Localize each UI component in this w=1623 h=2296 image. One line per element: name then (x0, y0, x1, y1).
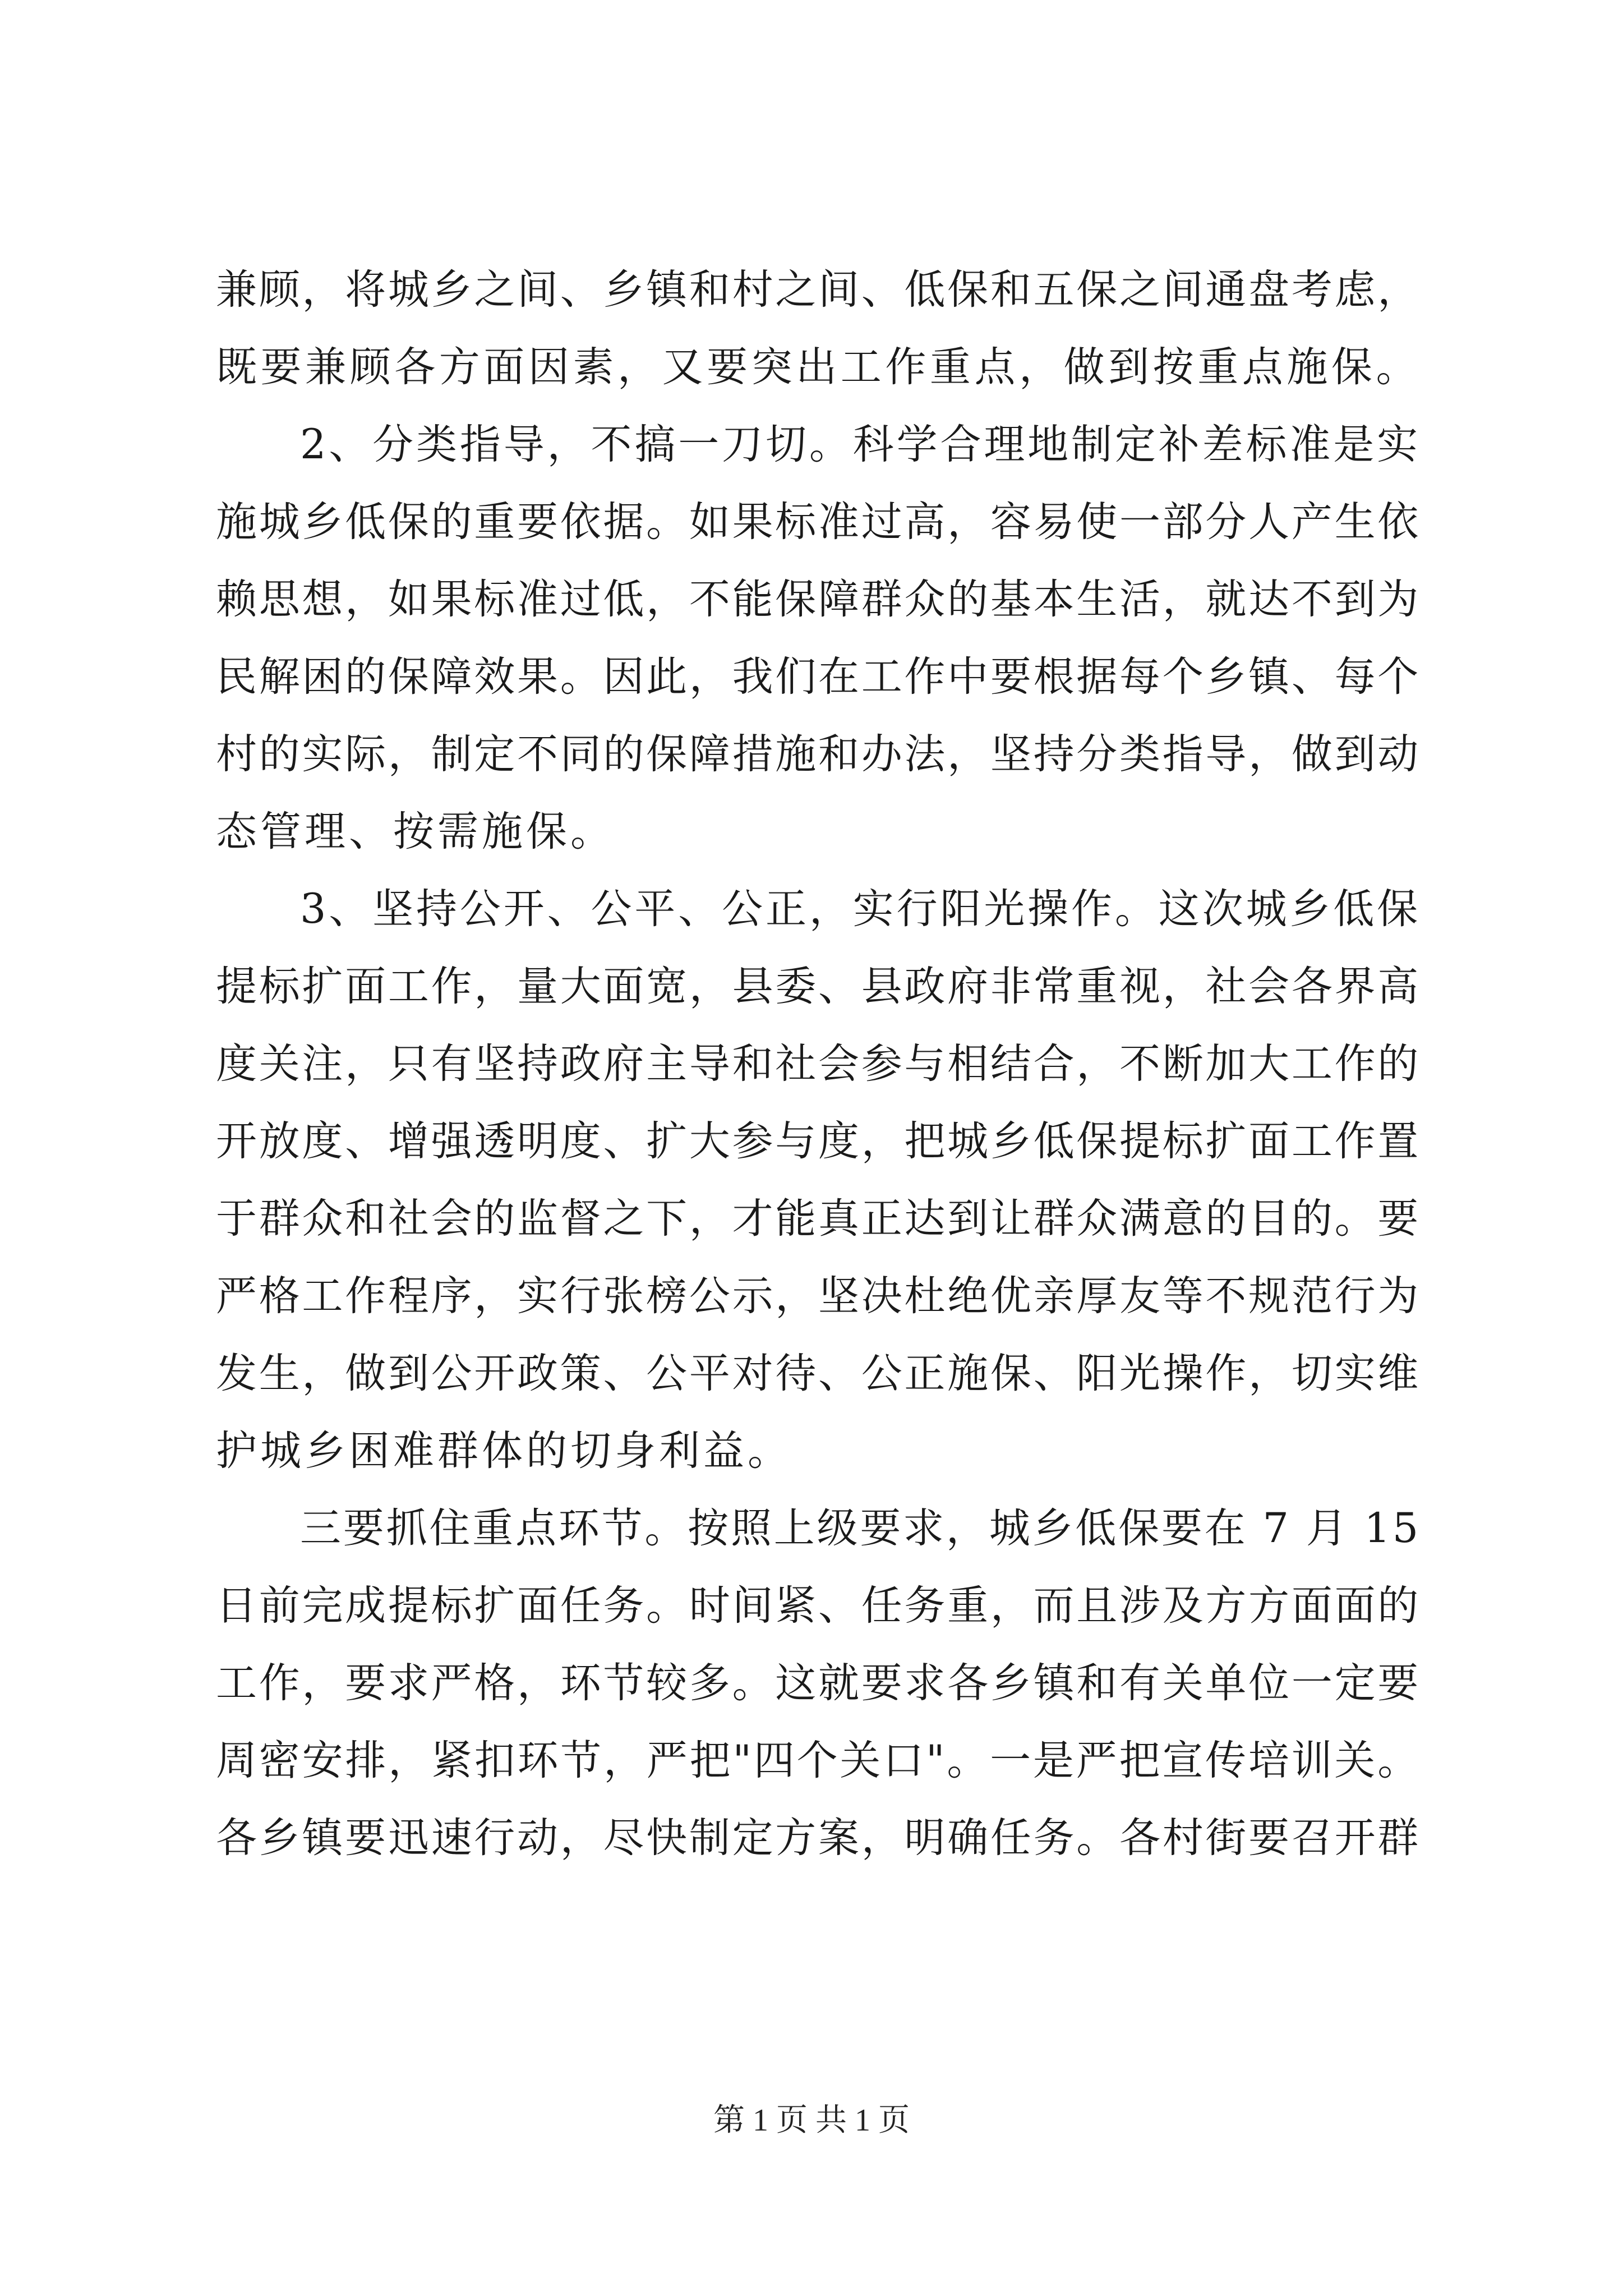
text-line: 日前完成提标扩面任务。时间紧、任务重，而且涉及方方面面的 (216, 1582, 1421, 1630)
text-line: 周密安排，紧扣环节，严把"四个关口"。一是严把宣传培训关。 (216, 1737, 1421, 1784)
text-line: 开放度、增强透明度、扩大参与度，把城乡低保提标扩面工作置 (216, 1117, 1421, 1165)
text-line: 提标扩面工作，量大面宽，县委、县政府非常重视，社会各界高 (216, 963, 1421, 1010)
text-line: 各乡镇要迅速行动，尽快制定方案，明确任务。各村街要召开群 (216, 1814, 1421, 1862)
document-body (216, 251, 1421, 1877)
text-line: 施城乡低保的重要依据。如果标准过高，容易使一部分人产生依 (216, 498, 1421, 546)
text-line: 于群众和社会的监督之下，才能真正达到让群众满意的目的。要 (216, 1195, 1421, 1243)
text-line: 工作，要求严格，环节较多。这就要求各乡镇和有关单位一定要 (216, 1659, 1421, 1707)
text-line: 态管理、按需施保。 (216, 808, 615, 855)
text-line: 既要兼顾各方面因素，又要突出工作重点，做到按重点施保。 (216, 343, 1421, 391)
text-line: 度关注，只有坚持政府主导和社会参与相结合，不断加大工作的 (216, 1040, 1421, 1088)
text-line: 2、分类指导，不搞一刀切。科学合理地制定补差标准是实 (300, 421, 1421, 468)
text-line: 赖思想，如果标准过低，不能保障群众的基本生活，就达不到为 (216, 576, 1421, 623)
text-line: 兼顾，将城乡之间、乡镇和村之间、低保和五保之间通盘考虑， (216, 266, 1421, 314)
text-line: 护城乡困难群体的切身利益。 (216, 1427, 792, 1475)
text-line: 3、坚持公开、公平、公正，实行阳光操作。这次城乡低保 (300, 885, 1421, 933)
text-line: 严格工作程序，实行张榜公示，坚决杜绝优亲厚友等不规范行为 (216, 1272, 1421, 1320)
text-line: 三要抓住重点环节。按照上级要求，城乡低保要在 7 月 15 (300, 1504, 1421, 1552)
text-line: 发生，做到公开政策、公平对待、公正施保、阳光操作，切实维 (216, 1350, 1421, 1397)
text-line: 民解困的保障效果。因此，我们在工作中要根据每个乡镇、每个 (216, 653, 1421, 701)
page-footer: 第 1 页 共 1 页 (713, 2103, 910, 2138)
text-line: 村的实际，制定不同的保障措施和办法，坚持分类指导，做到动 (216, 730, 1421, 778)
